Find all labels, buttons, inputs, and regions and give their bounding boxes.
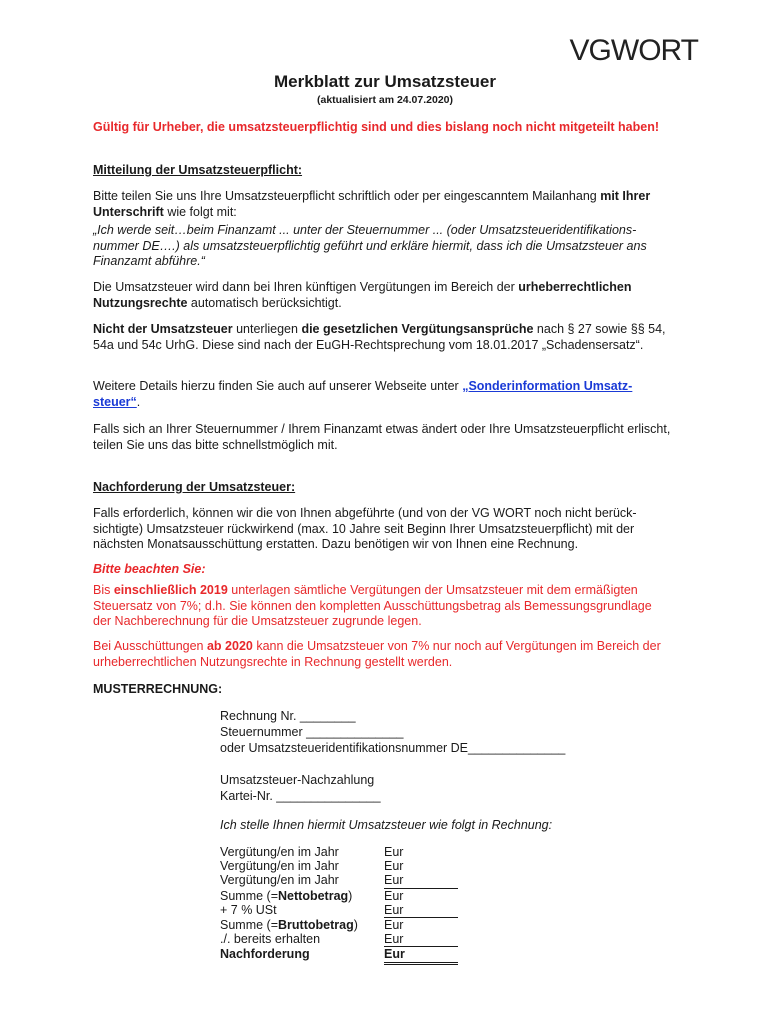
table-row bbox=[220, 889, 458, 903]
row-unit: Eur bbox=[384, 947, 458, 964]
row-unit: Eur bbox=[384, 903, 458, 918]
vg-wort-logo: VGWORT bbox=[569, 34, 698, 67]
table-row bbox=[220, 918, 458, 932]
declaration-quote: „Ich werde seit…beim Finanzamt ... unter der Steuernummer ... (oder Umsatzsteueridentifikations-nummer DE….) als umsatzsteuerpflichtig geführt und erkläre hiermit, dass ich die Umsatzsteuer ans Finanzamt abführe.“ bbox=[93, 223, 647, 268]
row-unit: Eur bbox=[384, 932, 458, 947]
document-title: Merkblatt zur Umsatzsteuer bbox=[273, 72, 496, 91]
table-row bbox=[220, 873, 458, 888]
tax-back-payment-line: Umsatzsteuer-Nachzahlung bbox=[220, 773, 375, 787]
row-label: Summe (=Bruttobetrag) bbox=[220, 918, 358, 933]
row-unit: Eur bbox=[384, 859, 404, 874]
vat-id-line: oder Umsatzsteueridentifikationsnummer DE______________ bbox=[220, 741, 566, 755]
section2-paragraph-1: Falls erforderlich, können wir die von Ihnen abgeführte (und von der VG WORT noch nicht berück-sichtigte) Umsatzsteuer rückwirkend (max. 10 Jahre seit Beginn Ihrer Umsatzsteuerpflicht) mit der nächsten Monatsausschüttung erstatten. Dazu benötigen wir von Ihnen eine Rechnung. bbox=[93, 506, 637, 551]
validity-notice: Gültig für Urheber, die umsatzsteuerpflichtig sind und dies bislang noch nicht mitgeteilt haben! bbox=[93, 120, 660, 134]
musterrechnung-heading: MUSTERRECHNUNG: bbox=[93, 682, 223, 696]
section1-paragraph-4: Weitere Details hierzu finden Sie auch auf unserer Webseite unter „Sonderinformation Umsatz-steuer“. bbox=[93, 379, 633, 409]
invoice-intro: Ich stelle Ihnen hiermit Umsatzsteuer wie folgt in Rechnung: bbox=[220, 818, 553, 832]
table-row bbox=[220, 932, 458, 947]
section2-heading: Nachforderung der Umsatzsteuer: bbox=[93, 480, 296, 494]
row-label: ./. bereits erhalten bbox=[220, 932, 321, 947]
file-number-line: Kartei-Nr. _______________ bbox=[220, 789, 381, 803]
row-label: Vergütung/en im Jahr bbox=[220, 859, 339, 874]
attention-paragraph-1: Bis einschließlich 2019 unterlagen sämtliche Vergütungen der Umsatzsteuer mit dem ermäßigten Steuersatz von 7%; d.h. Sie können den kompletten Ausschüttungsbetrag als Bemessungsgrundlage der Nachberechnung für die Umsatzsteuer zugrunde legen. bbox=[93, 583, 652, 628]
row-label: Vergütung/en im Jahr bbox=[220, 845, 339, 859]
tax-number-line: Steuernummer ______________ bbox=[220, 725, 404, 739]
table-row bbox=[220, 845, 458, 859]
sonderinformation-link[interactable]: „Sonderinformation Umsatz-steuer“ bbox=[93, 379, 633, 409]
row-label: Nachforderung bbox=[220, 947, 310, 962]
attention-paragraph-2: Bei Ausschüttungen ab 2020 kann die Umsatzsteuer von 7% nur noch auf Vergütungen im Bereich der urheberrechtlichen Nutzungsrechte in Rechnung gestellt werden. bbox=[93, 639, 661, 669]
invoice-table bbox=[220, 845, 458, 965]
section1-heading: Mitteilung der Umsatzsteuerpflicht: bbox=[93, 163, 303, 177]
section1-paragraph-5: Falls sich an Ihrer Steuernummer / Ihrem Finanzamt etwas ändert oder Ihre Umsatzsteuerpflicht erlischt, teilen Sie uns das bitte schnellstmöglich mit. bbox=[93, 422, 671, 452]
invoice-number-line: Rechnung Nr. ________ bbox=[220, 709, 356, 723]
row-label: Summe (=Nettobetrag) bbox=[220, 888, 353, 903]
row-unit: Eur bbox=[384, 888, 404, 903]
table-row bbox=[220, 947, 458, 964]
row-label: Vergütung/en im Jahr bbox=[220, 873, 339, 888]
row-unit: Eur bbox=[384, 918, 404, 933]
row-unit: Eur bbox=[384, 873, 458, 888]
document-subtitle: (aktualisiert am 24.07.2020) bbox=[317, 94, 453, 106]
section1-paragraph-1: Bitte teilen Sie uns Ihre Umsatzsteuerpflicht schriftlich oder per eingescanntem Mailanhang mit Ihrer Unterschrift wie folgt mit: bbox=[93, 189, 651, 219]
table-row bbox=[220, 859, 458, 873]
row-unit: Eur bbox=[384, 845, 404, 859]
row-label: + 7 % USt bbox=[220, 902, 277, 917]
table-row bbox=[220, 903, 458, 918]
section1-paragraph-2: Die Umsatzsteuer wird dann bei Ihren künftigen Vergütungen im Bereich der urheberrechtlichen Nutzungsrechte automatisch berücksichtigt. bbox=[93, 280, 632, 310]
attention-heading: Bitte beachten Sie: bbox=[93, 562, 206, 576]
section1-paragraph-3: Nicht der Umsatzsteuer unterliegen die gesetzlichen Vergütungsansprüche nach § 27 sowie §§ 54, 54a und 54c UrhG. Diese sind nach der EuGH-Rechtsprechung vom 18.01.2017 „Schadensersatz“. bbox=[93, 322, 666, 352]
